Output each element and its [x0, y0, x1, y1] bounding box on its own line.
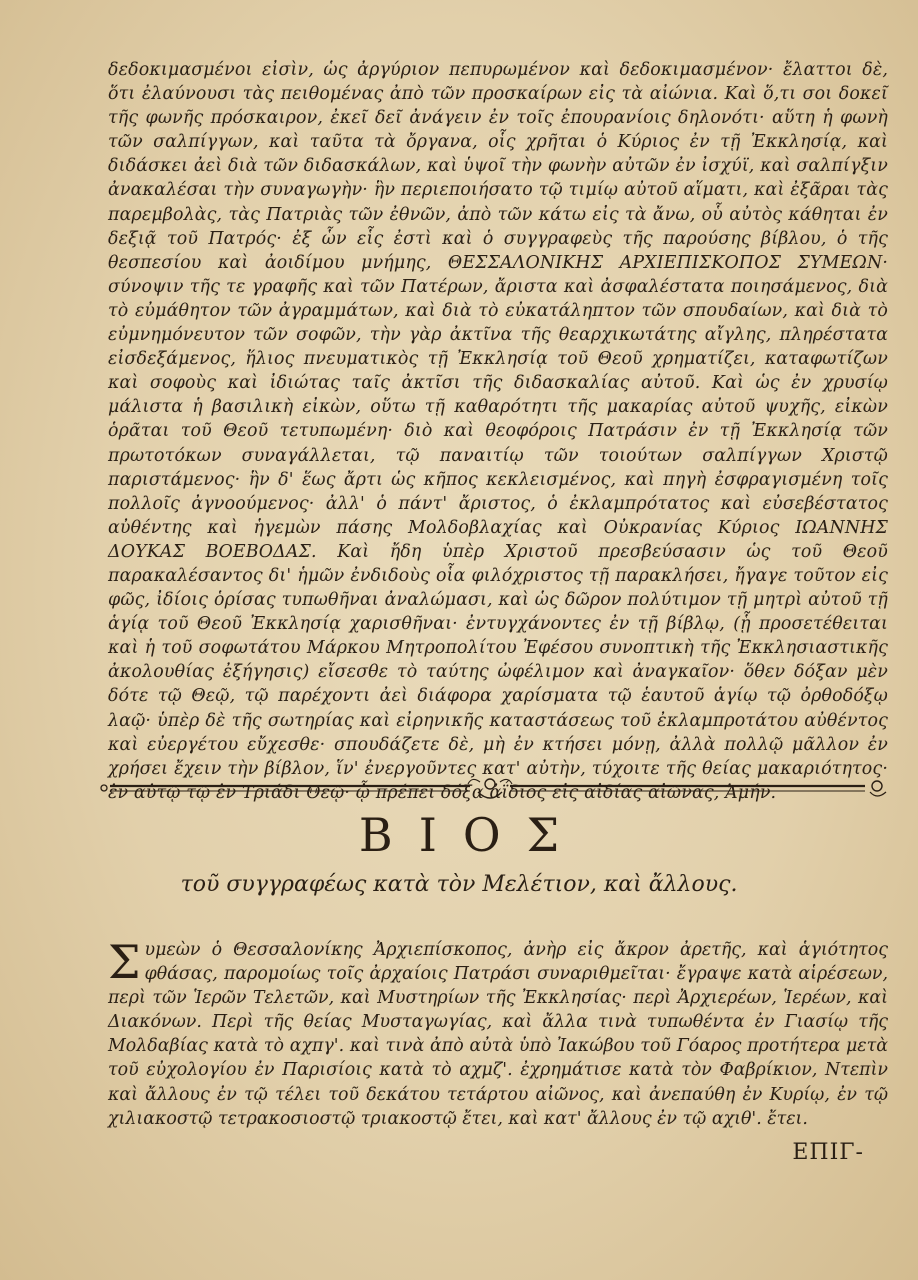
biography-text: υμεὼν ὁ Θεσσαλονίκης Ἀρχιεπίσκοπος, ἀνὴρ εἰς ἄκρον ἀρετῆς, καὶ ἁγιότητος φθάσας, παρομοίως τοῖς ἀρχαίοις Πατράσι συναριθμεῖται· ἔγραψε κατὰ αἱρέσεων, περὶ τῶν Ἱερῶν Τελετῶν, καὶ Μυστηρίων τῆς Ἐκκλησίας· περὶ Ἀρχιερέων, Ἱερέων, καὶ Διακόνων. Περὶ τῆς θείας Μυσταγωγίας, καὶ ἄλλα τινὰ τυπωθέντα ἐν Γιασίῳ τῆς Μολδαβίας κατὰ τὸ αχπγ'. καὶ τινὰ ἀπὸ αὐτὰ ὑπὸ Ἰακώβου τοῦ Γόαρος προτήτερα μετὰ τοῦ εὐχολογίου ἐν Παρισίοις κατὰ τὸ αχμζ'. ἐχρημάτισε κατὰ τὸν Φαβρίκιον, Ντεπὶν καὶ ἄλλους ἐν τῷ τέλει τοῦ δεκάτου τετάρτου αἰῶνος, καὶ ἀνεπαύθη ἐν Κυρίῳ, ἐν τῷ χιλιακοστῷ τετρακοσιοστῷ τριακοστῷ ἔτει, καὶ κατ' ἄλλους ἐν τῷ αχιθ'. ἔτει.: [108, 940, 888, 1129]
ornament-divider: [100, 774, 890, 802]
catchword: ΕΠΙΓ-: [792, 1140, 864, 1165]
main-paragraph: δεδοκιμασμένοι εἰσὶν, ὡς ἀργύριον πεπυρωμένον καὶ δεδοκιμασμένον· ἔλαττοι δὲ, ὅτι ἐλαύνουσι τὰς πειθομένας ἀπὸ τῶν προσκαίρων εἰς τὰ αἰώνια. Καὶ ὅ,τι σοι δοκεῖ τῆς φωνῆς πρόσκαιρον, ἐκεῖ δεῖ ἀνάγειν ἐν τοῖς ἐπουρανίοις δηλονότι· αὕτη ἡ φωνὴ τῶν σαλπίγγων, καὶ ταῦτα τὰ ὄργανα, οἷς χρῆται ὁ Κύριος ἐν τῇ Ἐκκλησίᾳ, καὶ διδάσκει ἀεὶ διὰ τῶν διδασκάλων, καὶ ὑψοῖ τὴν φωνὴν αὐτῶν ἐν ἰσχύϊ, καὶ σαλπίγξιν ἀνακαλέσαι τὴν συναγωγὴν· ἣν περιεποιήσατο τῷ τιμίῳ αὐτοῦ αἵματι, καὶ ἐξᾶραι τὰς παρεμβολὰς, τὰς Πατριὰς τῶν ἐθνῶν, ἀπὸ τῶν κάτω εἰς τὰ ἄνω, οὗ αὐτὸς κάθηται ἐν δεξιᾷ τοῦ Πατρός· ἐξ ὧν εἷς ἐστὶ καὶ ὁ συγγραφεὺς τῆς παρούσης βίβλου, ὁ τῆς θεσπεσίου καὶ ἀοιδίμου μνήμης, ΘΕΣΣΑΛΟΝΙΚΗΣ ΑΡΧΙΕΠΙΣΚΟΠΟΣ ΣΥΜΕΩΝ· σύνοψιν τῆς τε γραφῆς καὶ τῶν Πατέρων, ἄριστα καὶ ἀσφαλέστατα ποιησάμενος, διὰ τὸ εὐμάθητον τῶν ἀγραμμάτων, καὶ διὰ τὸ εὐκατάληπτον τῶν σπουδαίων, καὶ διὰ τὸ εὐμνημόνευτον τῶν σοφῶν, τὴν γὰρ ἀκτῖνα τῆς θεαρχικωτάτης αἴγλης, πληρέστατα εἰσδεξάμενος, ἥλιος πνευματικὸς τῇ Ἐκκλησίᾳ τοῦ Θεοῦ χρηματίζει, καταφωτίζων καὶ σοφοὺς καὶ ἰδιώτας ταῖς ἀκτῖσι τῆς διδασκαλίας αὐτοῦ. Καὶ ὡς ἐν χρυσίῳ μάλιστα ἡ βασιλικὴ εἰκὼν, οὕτω τῇ καθαρότητι τῆς μακαρίας αὐτοῦ ψυχῆς, εἰκὼν ὁρᾶται τοῦ Θεοῦ τετυπωμένη· διὸ καὶ θεοφόροις Πατράσιν ἐν τῇ Ἐκκλησίᾳ τῶν πρωτοτόκων συναγάλλεται, τῷ παναιτίῳ τῶν τοιούτων σαλπίγγων Χριστῷ παριστάμενος· ἣν δ' ἕως ἄρτι ὡς κῆπος κεκλεισμένος, καὶ πηγὴ ἐσφραγισμένη τοῖς πολλοῖς ἀγνοούμενος· ἀλλ' ὁ πάντ' ἄριστος, ὁ ἐκλαμπρότατος καὶ εὐσεβέστατος αὐθέντης καὶ ἡγεμὼν πάσης Μολδοβλαχίας καὶ Οὐκρανίας Κύριος ΙΩΑΝΝΗΣ ΔΟΥΚΑΣ ΒΟΕΒΟΔΑΣ. Καὶ ἤδη ὑπὲρ Χριστοῦ πρεσβεύσασιν ὡς τοῦ Θεοῦ παρακαλέσαντος δι' ἡμῶν ἐνδιδοὺς οἷα φιλόχριστος τῇ παρακλήσει, ἤγαγε τοῦτον εἰς φῶς, ἰδίοις ὁρίσας τυπωθῆναι ἀναλώμασι, καὶ ὡς δῶρον πολύτιμον τῇ μητρὶ αὐτοῦ τῇ ἁγίᾳ τοῦ Θεοῦ Ἐκκλησίᾳ χαρισθῆναι· ἐντυγχάνοντες ἐν τῇ βίβλῳ, (ᾗ προσετέθειται καὶ ἡ τοῦ σοφωτάτου Μάρκου Μητροπολίτου Ἐφέσου συνοπτικὴ τῆς Ἐκκλησιαστικῆς ἀκολουθίας ἐξήγησις) εἴσεσθε τὸ ταύτης ὠφέλιμον καὶ ἀναγκαῖον· ὅθεν δόξαν μὲν δότε τῷ Θεῷ, τῷ παρέχοντι ἀεὶ διάφορα χαρίσματα τῷ ἑαυτοῦ ἁγίῳ τῷ ὀρθοδόξῳ λαῷ· ὑπὲρ δὲ τῆς σωτηρίας καὶ εἰρηνικῆς καταστάσεως τοῦ ἐκλαμπροτάτου αὐθέντος καὶ εὐεργέτου εὔχεσθε· σπουδάζετε δὲ, μὴ ἐν κτήσει μόνῃ, ἀλλὰ πολλῷ μᾶλλον ἐν χρήσει ἔχειν τὴν βίβλον, ἵν' ἐνεργοῦντες κατ' αὐτὴν, τύχοιτε τῆς θείας μακαριότητος· ἐν αὐτῷ τῷ ἐν Τριάδι Θεῷ· ᾧ πρέπει δόξα ἀΐδιος εἰς αἰδίας αἰῶνας, Ἀμήν.: [108, 60, 888, 803]
biography-paragraph: [108, 935, 888, 1131]
drop-cap: Σ: [108, 935, 141, 989]
main-text-block: [108, 58, 888, 805]
section-title: ΒΙΟΣ: [358, 808, 586, 862]
section-subtitle: τοῦ συγγραφέως κατὰ τὸν Μελέτιον, καὶ ἄλλους.: [180, 872, 738, 897]
